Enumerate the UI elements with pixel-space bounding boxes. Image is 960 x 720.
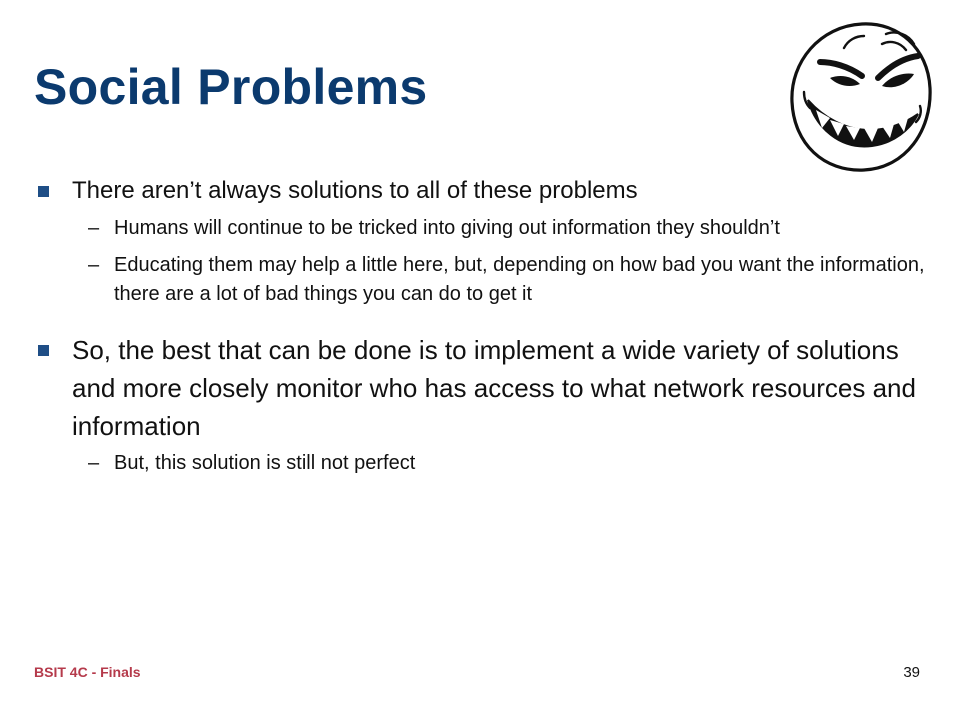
bullet-text: So, the best that can be done is to implement a wide variety of solutions and more closely monitor who has access to what network resources and information — [72, 335, 916, 441]
sub-bullet-text: Humans will continue to be tricked into giving out information they shouldn’t — [114, 217, 780, 239]
page-number: 39 — [903, 664, 920, 681]
sub-bullet-item — [36, 449, 926, 478]
square-bullet-icon — [38, 186, 49, 197]
evil-grin-face-icon — [786, 18, 936, 178]
square-bullet-icon — [38, 345, 49, 356]
sub-bullet-item — [36, 251, 926, 309]
slide-content — [36, 176, 926, 478]
dash-marker: – — [88, 452, 100, 474]
sub-bullet-item — [36, 214, 926, 243]
dash-marker: – — [88, 217, 100, 239]
sub-bullet-text: But, this solution is still not perfect — [114, 452, 416, 474]
bullet-item — [36, 176, 926, 206]
footer-course-label: BSIT 4C - Finals — [34, 664, 141, 680]
bullet-item — [36, 331, 926, 445]
dash-marker: – — [88, 254, 100, 276]
slide-title: Social Problems — [34, 59, 428, 115]
bullet-text: There aren’t always solutions to all of these problems — [72, 177, 638, 204]
sub-bullet-text: Educating them may help a little here, but, depending on how bad you want the information, there are a lot of bad things you can do to get it — [114, 254, 925, 305]
